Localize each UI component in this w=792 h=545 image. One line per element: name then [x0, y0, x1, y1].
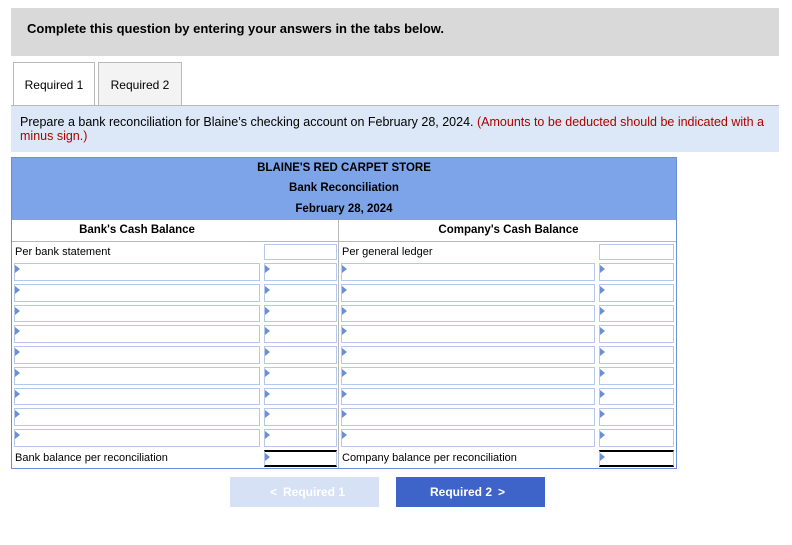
tab-required-1[interactable]: Required 1 — [13, 62, 95, 107]
dropdown-arrow-icon — [265, 286, 270, 294]
instructions-text: Complete this question by entering your answers in the tabs below. — [27, 21, 445, 36]
bank-adjustment-amount-input[interactable] — [264, 346, 337, 364]
dropdown-arrow-icon — [15, 410, 20, 418]
company-adjustment-amount-input[interactable] — [599, 284, 674, 302]
next-required-button[interactable] — [396, 477, 545, 507]
dropdown-arrow-icon — [600, 286, 605, 294]
bank-adjustment-select[interactable] — [14, 325, 260, 343]
statement-title: Bank Reconciliation — [11, 178, 677, 199]
adjustment-row — [12, 303, 676, 324]
bank-adjustment-amount-input[interactable] — [264, 325, 337, 343]
instructions-banner — [11, 8, 779, 56]
dropdown-arrow-icon — [15, 265, 20, 273]
bank-adjustment-select[interactable] — [14, 388, 260, 406]
dropdown-arrow-icon — [265, 410, 270, 418]
adjustment-row — [12, 344, 676, 365]
reconciliation-grid — [11, 220, 677, 469]
company-adjustment-amount-input[interactable] — [599, 305, 674, 323]
company-adjustment-amount-input[interactable] — [599, 346, 674, 364]
bank-adjustment-amount-input[interactable] — [264, 367, 337, 385]
adjustment-row — [12, 406, 676, 427]
dropdown-arrow-icon — [265, 307, 270, 315]
dropdown-arrow-icon — [265, 390, 270, 398]
dropdown-arrow-icon — [600, 307, 605, 315]
company-adjustment-amount-input[interactable] — [599, 408, 674, 426]
dropdown-arrow-icon — [342, 327, 347, 335]
statement-date: February 28, 2024 — [11, 199, 677, 220]
bank-adjustment-select[interactable] — [14, 346, 260, 364]
bank-adjustment-amount-input[interactable] — [264, 408, 337, 426]
chevron-left-icon: < — [269, 485, 277, 499]
company-balance-per-reconciliation-label: Company balance per reconciliation — [342, 451, 517, 464]
dropdown-arrow-icon — [265, 265, 270, 273]
tab-required-2[interactable]: Required 2 — [98, 62, 182, 106]
bank-adjustment-select[interactable] — [14, 284, 260, 302]
dropdown-arrow-icon — [600, 327, 605, 335]
dropdown-arrow-icon — [265, 453, 270, 461]
bank-adjustment-amount-input[interactable] — [264, 429, 337, 447]
dropdown-arrow-icon — [342, 307, 347, 315]
company-adjustment-select[interactable] — [341, 263, 595, 281]
dropdown-arrow-icon — [15, 348, 20, 356]
dropdown-arrow-icon — [600, 369, 605, 377]
company-cash-balance-heading: Company's Cash Balance — [438, 224, 579, 236]
company-adjustment-select[interactable] — [341, 408, 595, 426]
dropdown-arrow-icon — [600, 390, 605, 398]
dropdown-arrow-icon — [15, 307, 20, 315]
company-name: BLAINE'S RED CARPET STORE — [11, 157, 677, 178]
company-reconciled-balance-input[interactable] — [599, 450, 674, 468]
adjustment-row — [12, 386, 676, 407]
bank-balance-per-reconciliation-label: Bank balance per reconciliation — [15, 451, 168, 464]
adjustment-row — [12, 261, 676, 282]
reconciled-balance-row — [12, 448, 676, 469]
per-general-ledger-label: Per general ledger — [342, 245, 433, 258]
bank-adjustment-select[interactable] — [14, 263, 260, 281]
company-adjustment-select[interactable] — [341, 325, 595, 343]
adjustment-row — [12, 427, 676, 448]
dropdown-arrow-icon — [265, 431, 270, 439]
company-adjustment-amount-input[interactable] — [599, 429, 674, 447]
dropdown-arrow-icon — [600, 453, 605, 461]
dropdown-arrow-icon — [600, 410, 605, 418]
dropdown-arrow-icon — [342, 431, 347, 439]
company-adjustment-amount-input[interactable] — [599, 367, 674, 385]
dropdown-arrow-icon — [15, 431, 20, 439]
company-adjustment-select[interactable] — [341, 388, 595, 406]
dropdown-arrow-icon — [342, 369, 347, 377]
bank-statement-amount-input[interactable] — [264, 244, 337, 261]
dropdown-arrow-icon — [342, 348, 347, 356]
adjustment-row — [12, 282, 676, 303]
next-button-label: Required 2 — [429, 485, 492, 499]
dropdown-arrow-icon — [342, 390, 347, 398]
dropdown-arrow-icon — [15, 369, 20, 377]
company-adjustment-select[interactable] — [341, 284, 595, 302]
bank-adjustment-select[interactable] — [14, 367, 260, 385]
company-adjustment-select[interactable] — [341, 346, 595, 364]
adjustment-row — [12, 323, 676, 344]
dropdown-arrow-icon — [342, 286, 347, 294]
bank-adjustment-select[interactable] — [14, 429, 260, 447]
column-headings-row — [12, 220, 676, 241]
previous-button-label: Required 1 — [283, 485, 346, 499]
adjustment-row — [12, 365, 676, 386]
company-adjustment-select[interactable] — [341, 367, 595, 385]
bank-adjustment-amount-input[interactable] — [264, 284, 337, 302]
dropdown-arrow-icon — [15, 286, 20, 294]
general-ledger-amount-input[interactable] — [599, 244, 674, 261]
bank-adjustment-amount-input[interactable] — [264, 305, 337, 323]
dropdown-arrow-icon — [600, 265, 605, 273]
opening-balance-row — [12, 241, 676, 262]
previous-required-button[interactable] — [230, 477, 379, 507]
company-adjustment-amount-input[interactable] — [599, 325, 674, 343]
dropdown-arrow-icon — [15, 327, 20, 335]
question-prompt — [11, 106, 779, 152]
dropdown-arrow-icon — [265, 348, 270, 356]
bank-adjustment-select[interactable] — [14, 408, 260, 426]
bank-cash-balance-heading: Bank's Cash Balance — [79, 224, 195, 236]
dropdown-arrow-icon — [342, 410, 347, 418]
company-adjustment-amount-input[interactable] — [599, 388, 674, 406]
dropdown-arrow-icon — [15, 390, 20, 398]
company-adjustment-select[interactable] — [341, 305, 595, 323]
bank-reconciliation-form — [11, 157, 677, 469]
prompt-text: Prepare a bank reconciliation for Blaine’s checking account on February 28, 2024. — [20, 115, 474, 129]
dropdown-arrow-icon — [265, 327, 270, 335]
dropdown-arrow-icon — [342, 265, 347, 273]
dropdown-arrow-icon — [600, 348, 605, 356]
bank-adjustment-amount-input[interactable] — [264, 263, 337, 281]
dropdown-arrow-icon — [600, 431, 605, 439]
bank-adjustment-amount-input[interactable] — [264, 388, 337, 406]
dropdown-arrow-icon — [265, 369, 270, 377]
chevron-right-icon: > — [498, 485, 506, 499]
prompt-note: (Amounts to be deducted should be indicated with a minus sign.) — [20, 115, 764, 143]
bank-reconciled-balance-input[interactable] — [264, 450, 337, 468]
company-adjustment-select[interactable] — [341, 429, 595, 447]
bank-adjustment-select[interactable] — [14, 305, 260, 323]
per-bank-statement-label: Per bank statement — [15, 245, 111, 258]
company-adjustment-amount-input[interactable] — [599, 263, 674, 281]
